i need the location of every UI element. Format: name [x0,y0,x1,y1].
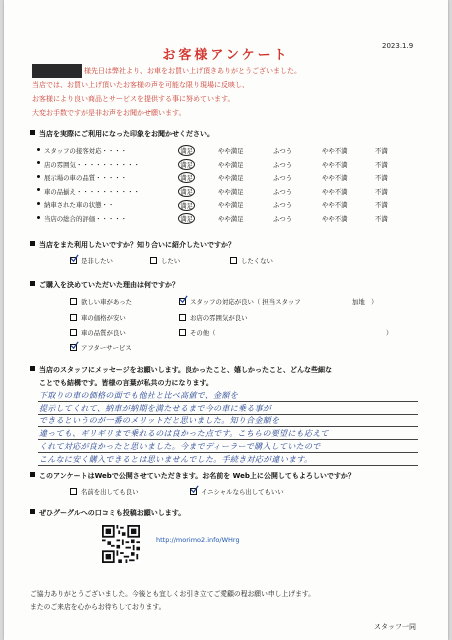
checkbox-icon[interactable] [230,257,237,264]
check-mark-icon [70,254,79,263]
message-underline [38,465,418,466]
checkbox-checked-icon[interactable] [179,298,186,305]
bullet-square-icon [30,241,35,246]
check-mark-icon [179,295,188,304]
q2-option-want[interactable] [150,256,180,265]
q3-option-label: お店の雰囲気が良い [190,314,248,322]
q1-rating-option[interactable]: やや満足 [218,147,244,155]
q3-title-text: ご購入を決めていただいた理由は何ですか？ [39,281,179,289]
checkbox-icon[interactable] [179,314,186,321]
q3-option-staff[interactable] [179,297,301,306]
q2-option-yes[interactable] [70,256,113,265]
q4-title-text: 当店のスタッフにメッセージをお願いします。良かったこと、嬉しかったこと、どんな些細な [39,366,333,374]
q1-row-label: 納車された車の状態・・ [44,201,115,210]
q3-option-label: スタッフの対応が良い（ 担当スタッフ [190,298,301,306]
checkbox-icon[interactable] [70,314,77,321]
q1-row-label: 店の雰囲気・・・・・・・・・・ [44,160,140,169]
bullet-dot-icon [37,188,40,191]
bullet-square-icon [30,366,35,371]
q3-other-close: ） [386,329,393,337]
q3-option-other[interactable] [179,328,216,337]
bullet-square-icon [30,281,35,286]
checkbox-checked-icon[interactable] [190,488,197,495]
q1-rating-option[interactable]: 不満 [375,187,388,196]
q1-row-label: 展示場の車の品質・・・・・ [44,174,128,183]
handwritten-message-line: くれて対応が良かったと思いました。今までディーラーで購入していたので [39,441,321,451]
bullet-square-icon [30,130,35,135]
q1-row-label: スタッフの接客対応・・・・ [44,147,128,155]
checkbox-icon[interactable] [70,488,77,495]
q1-rating-option[interactable]: やや不満 [322,201,348,210]
q5-option-initials[interactable] [190,487,284,496]
q1-rating-option[interactable]: ふつう [273,174,293,183]
q3-option-label: 車の品質が良い [81,329,126,337]
checkbox-icon[interactable] [150,257,157,264]
bullet-square-icon [30,509,35,514]
q2-option-label: したい [161,257,181,265]
q6-title [30,508,185,518]
survey-sheet [4,0,448,640]
bullet-dot-icon [37,161,40,164]
q1-row-label: 当店の総合的評価・・・・・ [44,215,128,223]
q1-rating-option[interactable]: 満足 [180,160,193,169]
q3-option-atmosphere[interactable] [179,313,248,322]
q1-rating-option[interactable]: やや満足 [218,160,244,169]
q3-title [30,280,179,290]
q1-rating-option[interactable]: 不満 [375,174,388,183]
q3-option-price[interactable] [70,313,126,322]
bullet-dot-icon [37,202,40,205]
checkbox-icon[interactable] [179,329,186,336]
survey-date: 2023.1.9 [382,42,414,50]
q1-rating-option[interactable]: ふつう [273,187,293,196]
intro-line-3: お客様により良い商品とサービスを提供する事に努めています。 [32,95,235,103]
q3-option-quality[interactable] [70,328,126,337]
handwritten-message-line: できるというのが一番のメリットだと思いました。知り合金額を [39,416,280,426]
q1-rating-option[interactable]: 満足 [180,174,193,183]
q1-rating-option[interactable]: やや満足 [218,174,244,183]
review-url-link[interactable]: http://morimo2.info/WHrg [156,536,240,544]
q2-option-label: したくない [241,257,273,265]
q1-rating-option[interactable]: 不満 [375,201,388,210]
checkbox-icon[interactable] [70,298,77,305]
handwritten-message-line: こんなに安く購入できるとは思いませんでした。手続き対応が違います。 [39,454,313,464]
checkbox-checked-icon[interactable] [70,344,77,351]
q2-option-no[interactable] [230,256,273,265]
q1-rating-option[interactable]: 不満 [375,160,388,169]
checkbox-checked-icon[interactable] [70,257,77,264]
q1-title [30,129,214,139]
q1-rating-option[interactable]: やや不満 [322,160,348,169]
handwritten-message-line: 下取りの車の価格の面でも他社と比べ高値で、金額を [39,391,239,400]
q2-title [30,240,235,250]
q1-rating-option[interactable]: やや不満 [322,174,348,183]
q1-title-text: 当店を実際にご利用になった印象をお聞かせください。 [39,130,214,138]
q1-rating-option[interactable]: 不満 [375,215,388,223]
q5-option-label: 名前を出しても良い [81,488,139,496]
footer-line-2: またのご来店を心からお待ちしております。 [30,603,166,611]
qr-code-icon[interactable] [102,525,140,563]
checkbox-icon[interactable] [70,329,77,336]
q2-option-label: 是非したい [81,257,113,265]
check-mark-icon [190,485,199,494]
q3-option-label: アフターサービス [81,344,132,352]
q1-rating-option[interactable]: ふつう [273,201,293,210]
q5-title-text: このアンケートはWebで公開させていただきます。お名前を Web上に公開してもよろしいですか？ [39,472,355,480]
q1-rating-option[interactable]: やや満足 [218,187,244,196]
q5-option-label: イニシャルなら出してもいい [201,488,284,496]
q6-title-text: ぜひグーグルへの口コミも投稿お願いします。 [39,509,186,517]
q4-title-1 [30,365,332,375]
q1-rating-option[interactable]: やや不満 [322,215,348,223]
intro-line-4: 大変お手数ですが是非お声をお聞かせ願います。 [32,109,186,117]
bullet-dot-icon [37,216,40,219]
q1-rating-option[interactable]: 満足 [180,201,193,210]
q3-option-car[interactable] [70,297,132,306]
q1-rating-option[interactable]: やや満足 [218,215,244,223]
q3-option-label: 欲しい車があった [81,298,133,306]
q3-option-label: その他（ [190,329,216,337]
intro-line-2: 当店では、お買い上げ頂いたお客様の声を可能な限り現場に反映し、 [32,81,249,89]
q4-title-2: ことでも結構です。皆様の言葉が私共の力になります。 [39,379,213,387]
bullet-dot-icon [37,148,40,151]
intro-line-1: 様先日は弊社より、お車をお買い上げ頂きありがとうございました。 [84,67,301,75]
q5-option-fullname[interactable] [70,487,139,496]
footer-line-1: ご協力ありがとうございました。今後とも宜しくお引き立てご愛顧の程お願い申し上げます。 [30,590,315,598]
bullet-square-icon [30,472,35,477]
q3-staff-name: 加地 ） [352,298,378,306]
q1-rating-option[interactable]: やや満足 [218,201,244,210]
q3-option-label: 車の価格が安い [81,314,126,322]
q1-row-label: 車の品揃え・・・・・・・・・・ [44,187,140,196]
q2-title-text: 当店をまた利用したいですか？知り合いに紹介したいですか？ [39,241,235,249]
check-mark-icon [70,341,79,350]
bullet-dot-icon [37,175,40,178]
q1-rating-option[interactable]: 不満 [375,147,388,155]
q1-rating-option[interactable]: やや不満 [322,187,348,196]
q5-title [30,471,355,481]
footer-signature: スタッフ一同 [374,623,416,631]
survey-title: お客様アンケート [162,48,290,63]
q1-rating-option[interactable]: ふつう [273,160,293,169]
q3-option-aftercare[interactable] [70,343,132,352]
q1-rating-option[interactable]: 満足 [180,215,193,224]
q1-rating-option[interactable]: ふつう [273,215,293,223]
q1-rating-option[interactable]: やや不満 [322,147,348,155]
q1-rating-option[interactable]: 満足 [180,147,193,156]
q1-rating-option[interactable]: ふつう [273,147,293,155]
q1-rating-option[interactable]: 満足 [180,188,193,196]
handwritten-message-line: 提示してくれて、納車が納期を満たせるまで今の車に乗る事が [39,403,272,413]
handwritten-message-line: 違っても、ギリギリまで乗れるのは良かった点です。こちらの要望にも応えて [39,429,329,439]
redacted-customer-name [32,64,82,78]
